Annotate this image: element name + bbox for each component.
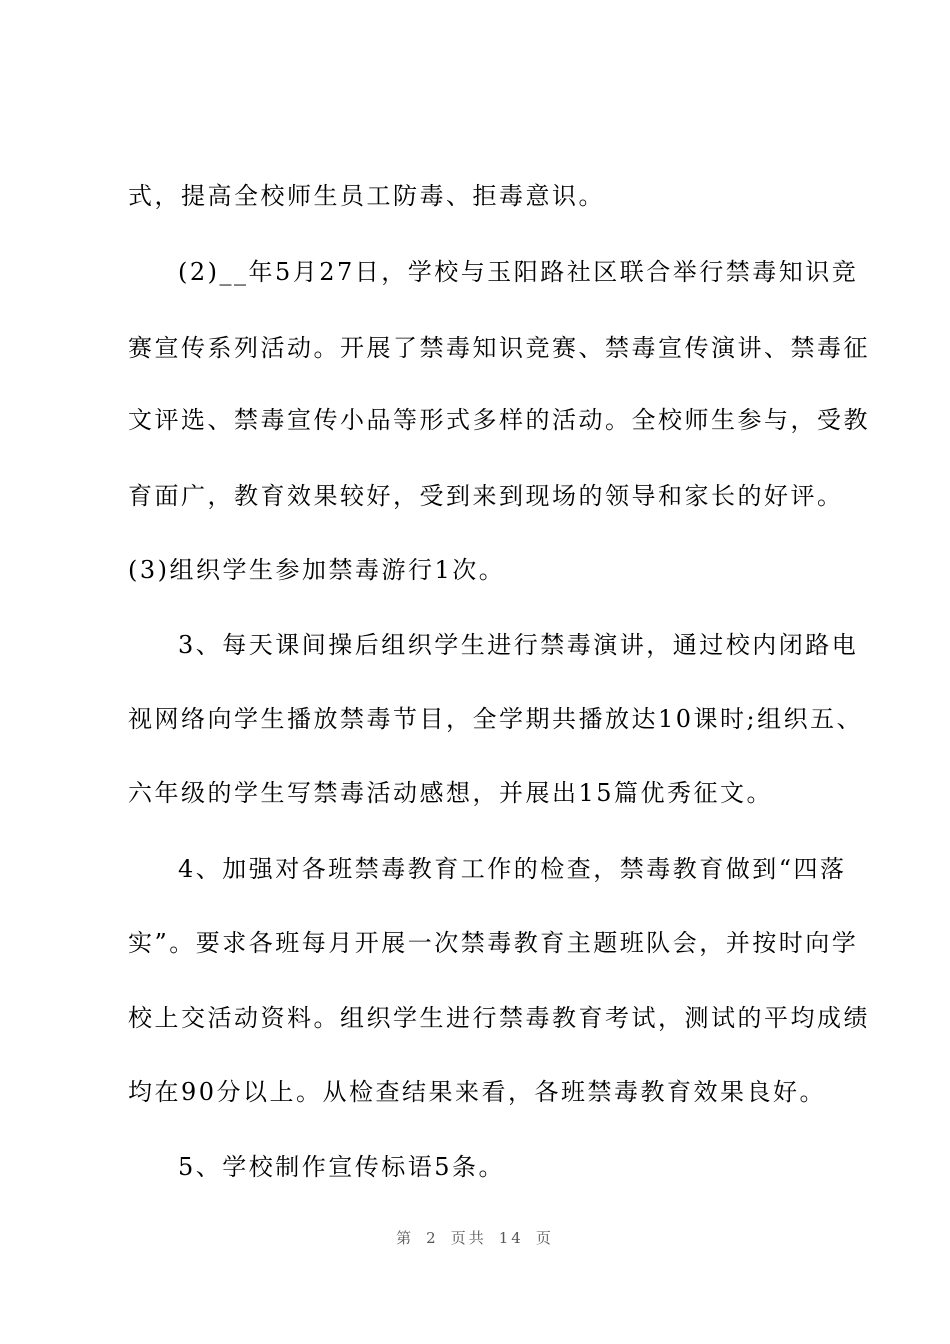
text-line: 式，提高全校师生员工防毒、拒毒意识。 bbox=[128, 182, 605, 210]
paragraph-item-3: (3)组织学生参加禁毒游行1次。 bbox=[128, 556, 506, 584]
text-line: 视网络向学生播放禁毒节目，全学期共播放达10课时;组织五、 bbox=[128, 705, 864, 733]
text-line: 六年级的学生写禁毒活动感想，并展出15篇优秀征文。 bbox=[128, 779, 774, 807]
paragraph-5: 5、学校制作宣传标语5条。 bbox=[178, 1153, 506, 1181]
footer-total-pages: 14 bbox=[498, 1229, 524, 1247]
text-line: 文评选、禁毒宣传小品等形式多样的活动。全校师生参与，受教 bbox=[128, 406, 870, 434]
text-line: 实”。要求各班每月开展一次禁毒教育主题班队会，并按时向学 bbox=[128, 929, 859, 957]
footer-prefix: 第 bbox=[396, 1229, 415, 1247]
paragraph-item-2-start: (2)__年5月27日，学校与玉阳路社区联合举行禁毒知识竞 bbox=[178, 258, 859, 286]
text-line: 均在90分以上。从检查结果来看，各班禁毒教育效果良好。 bbox=[128, 1078, 827, 1106]
page-footer bbox=[0, 1228, 950, 1248]
text-line: 赛宣传系列活动。开展了禁毒知识竞赛、禁毒宣传演讲、禁毒征 bbox=[128, 334, 870, 362]
footer-current-page: 2 bbox=[426, 1229, 439, 1247]
text-line: 校上交活动资料。组织学生进行禁毒教育考试，测试的平均成绩 bbox=[128, 1004, 870, 1032]
paragraph-4-start: 4、加强对各班禁毒教育工作的检查，禁毒教育做到“四落 bbox=[178, 855, 847, 883]
paragraph-3-start: 3、每天课间操后组织学生进行禁毒演讲，通过校内闭路电 bbox=[178, 631, 859, 659]
footer-suffix: 页 bbox=[535, 1229, 554, 1247]
footer-middle: 页共 bbox=[450, 1229, 487, 1247]
text-line: 育面广，教育效果较好，受到来到现场的领导和家长的好评。 bbox=[128, 482, 844, 510]
